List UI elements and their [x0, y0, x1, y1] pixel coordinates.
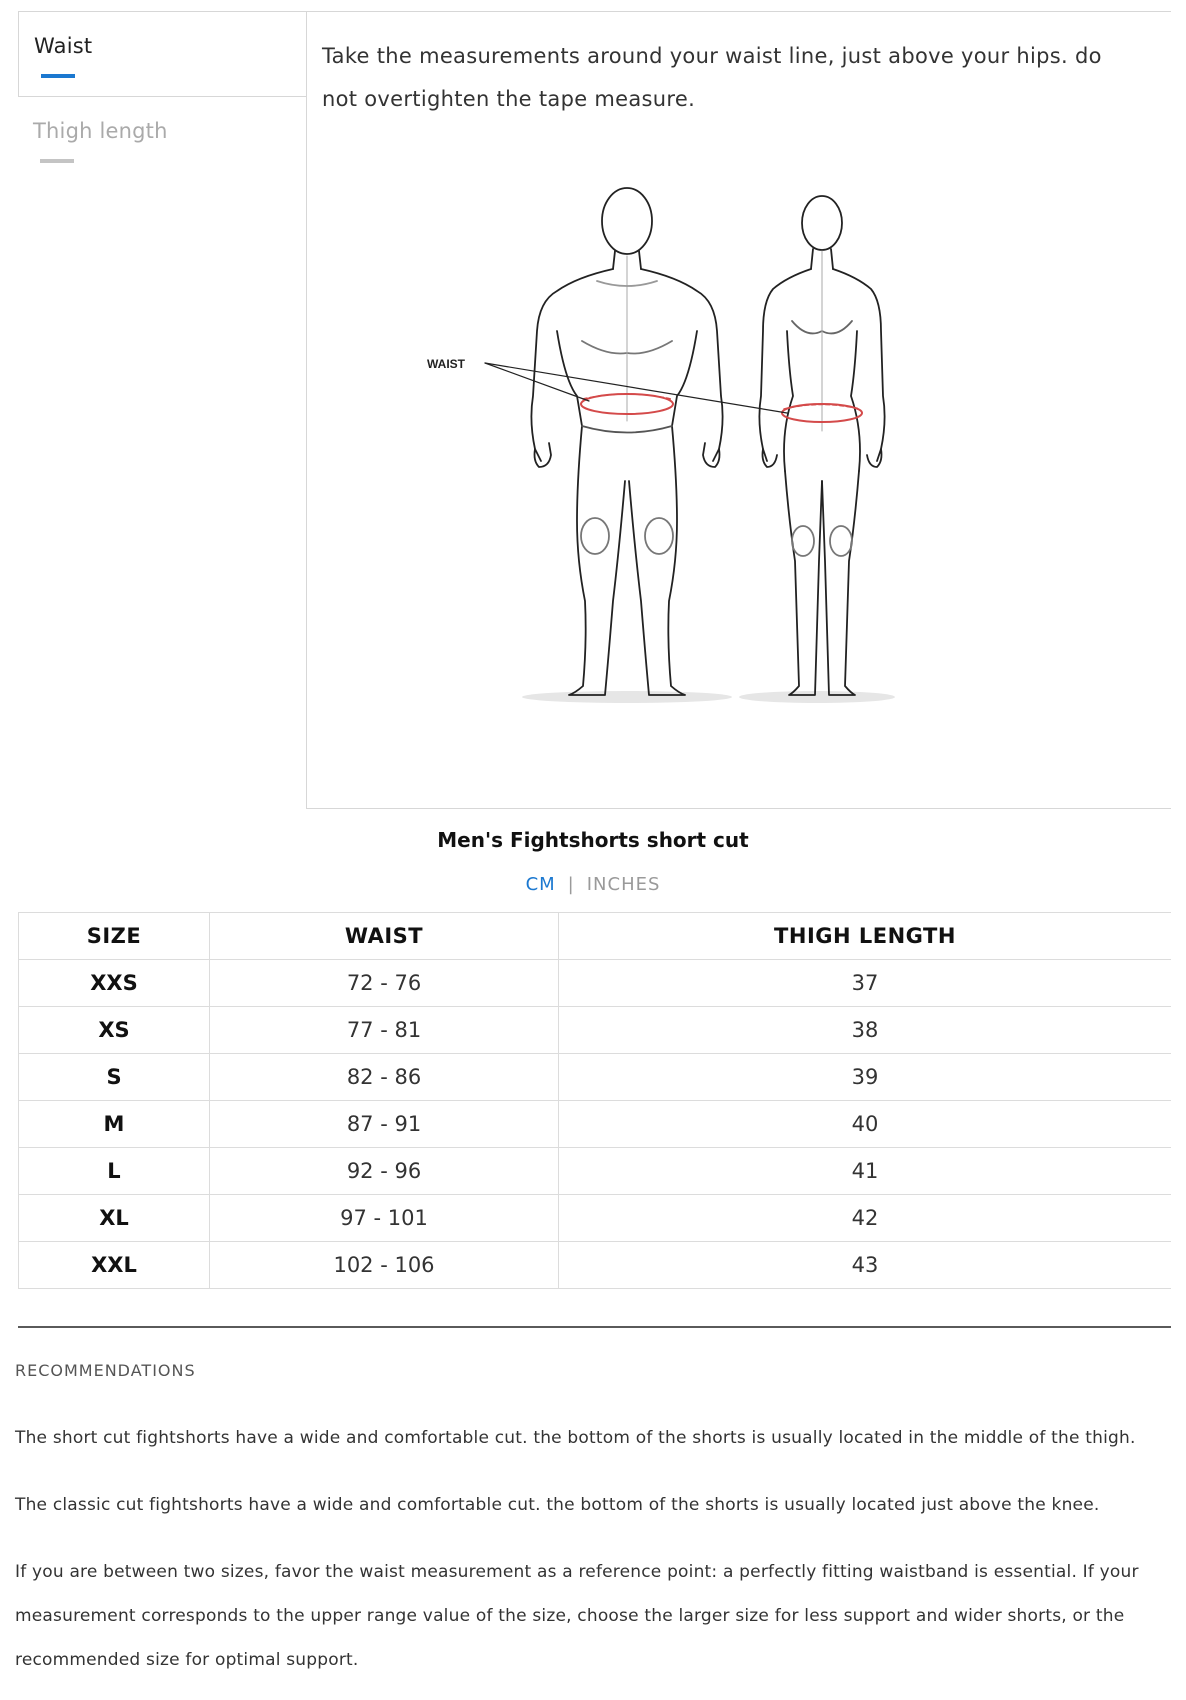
tab-thigh-length-indicator: [40, 159, 74, 163]
header-thigh-length: THIGH LENGTH: [559, 913, 1172, 960]
cell-size: XL: [19, 1195, 210, 1242]
section-divider: [18, 1326, 1171, 1328]
unit-cm-button[interactable]: CM: [525, 874, 556, 895]
cell-waist: 92 - 96: [210, 1148, 559, 1195]
measurement-guide: [18, 11, 1171, 809]
measurement-tabs: [18, 11, 306, 182]
body-measurement-figure: [427, 181, 917, 771]
cell-thigh-length: 41: [559, 1148, 1172, 1195]
cell-size: XXS: [19, 960, 210, 1007]
table-row: [19, 960, 1172, 1007]
header-waist: WAIST: [210, 913, 559, 960]
female-figure: [759, 196, 884, 695]
cell-thigh-length: 37: [559, 960, 1172, 1007]
cell-size: S: [19, 1054, 210, 1101]
tab-waist-label: Waist: [34, 34, 93, 58]
table-row: [19, 1195, 1172, 1242]
cell-thigh-length: 42: [559, 1195, 1172, 1242]
cell-thigh-length: 40: [559, 1101, 1172, 1148]
table-row: [19, 1101, 1172, 1148]
cell-thigh-length: 39: [559, 1054, 1172, 1101]
table-row: [19, 1007, 1172, 1054]
cell-waist: 77 - 81: [210, 1007, 559, 1054]
cell-waist: 82 - 86: [210, 1054, 559, 1101]
tab-thigh-length[interactable]: [18, 97, 306, 182]
table-header-row: [19, 913, 1172, 960]
recommendation-paragraph: The classic cut fightshorts have a wide and comfortable cut. the bottom of the shorts is usually located just above the knee.: [15, 1495, 1100, 1515]
unit-toggle: [0, 874, 1186, 895]
tab-thigh-length-label: Thigh length: [33, 119, 168, 143]
size-table-title: Men's Fightshorts short cut: [437, 828, 749, 852]
cell-size: M: [19, 1101, 210, 1148]
recommendation-paragraph: If you are between two sizes, favor the waist measurement as a reference point: a perfectly fitting waistband is essential. If your measurement corresponds to the upper range value of the size, choose the larger size for less support and wider shorts, or the recommended size for optimal support.: [15, 1562, 1139, 1670]
unit-inches-button[interactable]: INCHES: [586, 874, 661, 895]
cell-thigh-length: 43: [559, 1242, 1172, 1289]
table-row: [19, 1242, 1172, 1289]
cell-size: XXL: [19, 1242, 210, 1289]
table-row: [19, 1054, 1172, 1101]
cell-waist: 97 - 101: [210, 1195, 559, 1242]
cell-waist: 87 - 91: [210, 1101, 559, 1148]
header-size: SIZE: [19, 913, 210, 960]
tab-waist-indicator: [41, 74, 75, 78]
size-table: [18, 912, 1171, 1289]
recommendations-heading: RECOMMENDATIONS: [15, 1361, 196, 1380]
recommendation-paragraph: The short cut fightshorts have a wide and comfortable cut. the bottom of the shorts is usually located in the middle of the thigh.: [15, 1428, 1136, 1448]
cell-size: XS: [19, 1007, 210, 1054]
cell-size: L: [19, 1148, 210, 1195]
tab-waist[interactable]: [18, 11, 306, 97]
waist-figure-label: WAIST: [427, 357, 465, 371]
measurement-description: Take the measurements around your waist line, just above your hips. do not overtighten the tape measure.: [322, 44, 1102, 111]
cell-waist: 72 - 76: [210, 960, 559, 1007]
table-row: [19, 1148, 1172, 1195]
measurement-panel: [306, 11, 1171, 809]
cell-waist: 102 - 106: [210, 1242, 559, 1289]
unit-separator: |: [567, 874, 575, 895]
cell-thigh-length: 38: [559, 1007, 1172, 1054]
male-figure: [531, 188, 722, 695]
